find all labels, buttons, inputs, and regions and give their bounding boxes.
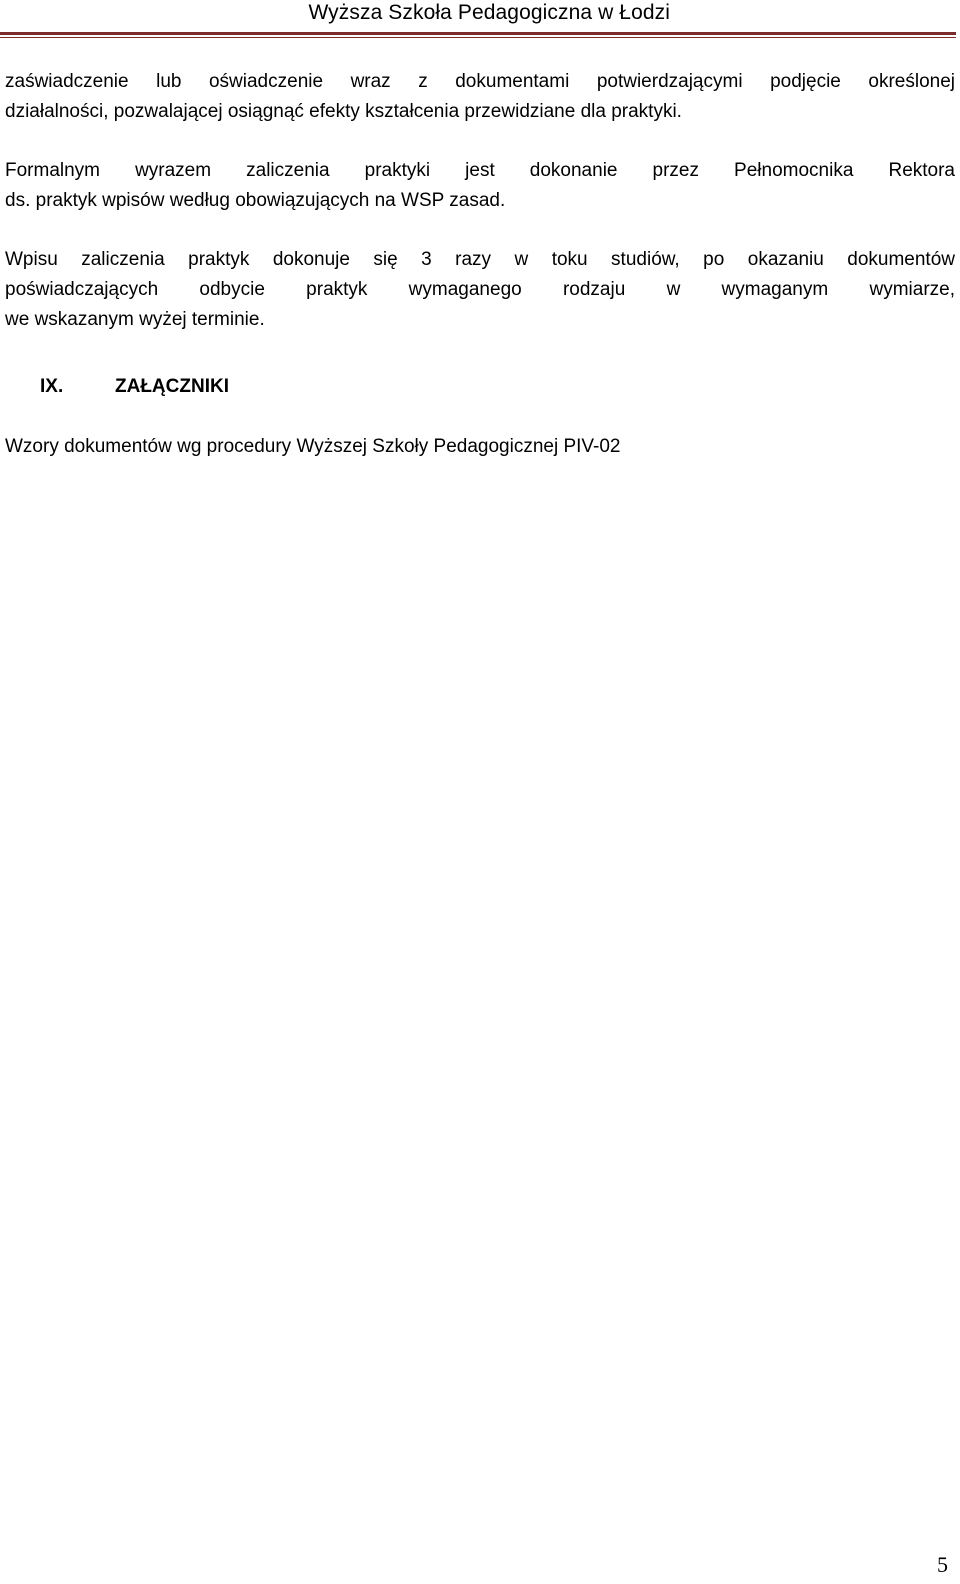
paragraph-certificate <box>5 67 955 127</box>
paragraph-line: Wpisu zaliczenia praktyk dokonuje się 3 razy w toku studiów, po okazaniu dokumentów <box>5 249 955 270</box>
paragraph-formal-credit <box>5 156 955 216</box>
attachments-text: Wzory dokumentów wg procedury Wyższej Szkoły Pedagogicznej PIV-02 <box>5 436 621 457</box>
paragraph-line: ds. praktyk wpisów według obowiązujących na WSP zasad. <box>5 190 506 211</box>
paragraph-line: działalności, pozwalającej osiągnąć efekty kształcenia przewidziane dla praktyki. <box>5 101 682 122</box>
section-number: IX. <box>40 376 64 397</box>
paragraph-line: zaświadczenie lub oświadczenie wraz z dokumentami potwierdzającymi podjęcie określonej <box>5 71 955 92</box>
section-title: ZAŁĄCZNIKI <box>115 376 229 397</box>
page-number: 5 <box>937 1552 948 1577</box>
section-heading <box>40 372 229 402</box>
header-rule-thin <box>0 37 956 38</box>
header-rule-thick <box>0 32 956 35</box>
document-body <box>5 67 955 335</box>
paragraph-line: Formalnym wyrazem zaliczenia praktyki jest dokonanie przez Pełnomocnika Rektora <box>5 160 955 181</box>
header-title: Wyższa Szkoła Pedagogiczna w Łodzi <box>308 1 670 24</box>
page-header <box>0 0 960 40</box>
paragraph-line: we wskazanym wyżej terminie. <box>5 309 265 330</box>
paragraph-line: poświadczających odbycie praktyk wymaganego rodzaju w wymaganym wymiarze, <box>5 279 955 300</box>
paragraph-credit-entries <box>5 245 955 335</box>
